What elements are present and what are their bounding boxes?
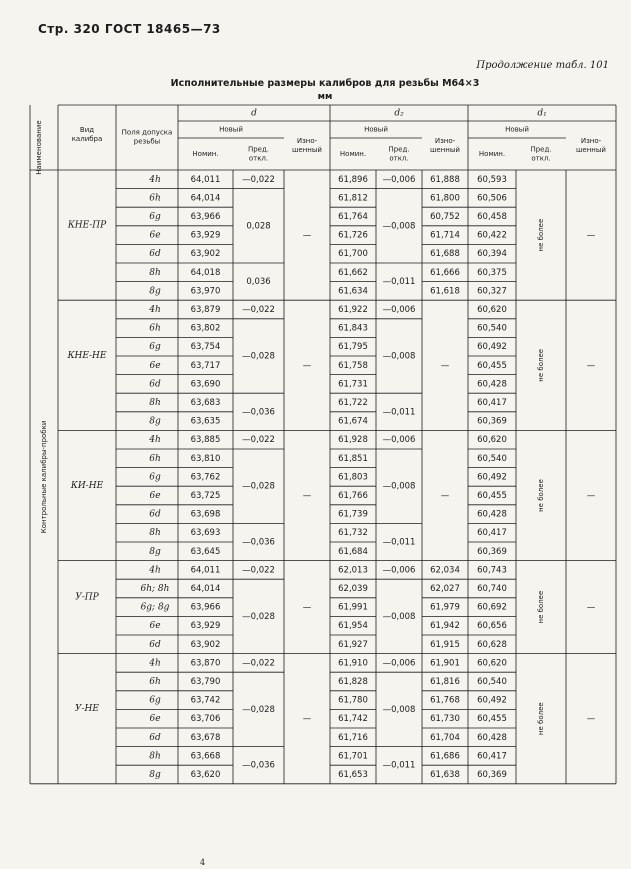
header-izn: шенный: [292, 146, 322, 154]
d2-worn: 61,688: [430, 249, 460, 260]
d2-worn: 61,704: [430, 732, 460, 743]
tolerance-field: 8g: [149, 770, 161, 780]
d2-nomin: 61,662: [338, 267, 368, 278]
d1-nomin: 60,417: [477, 398, 507, 408]
tolerance-field: 6h; 8h: [140, 584, 170, 594]
d2-worn: 61,816: [430, 677, 460, 687]
d1-nomin: 60,540: [477, 677, 507, 687]
d1-nomin: 60,620: [477, 658, 507, 669]
d1-nomin: 60,455: [477, 714, 507, 725]
not-more-label: не более: [537, 348, 545, 382]
d1-nomin: 60,492: [477, 342, 507, 353]
d2-deviation: —0,008: [382, 351, 416, 362]
header-new: Новый: [505, 125, 529, 134]
d-nomin: 63,929: [190, 230, 221, 241]
d-deviation: —0,036: [242, 407, 275, 418]
d-nomin: 63,620: [190, 770, 221, 780]
d2-deviation: —0,008: [382, 611, 416, 622]
d-nomin: 64,014: [190, 193, 221, 204]
d1-nomin: 60,369: [477, 770, 507, 780]
d2-nomin: 61,954: [338, 621, 368, 632]
d-deviation: —0,036: [242, 760, 275, 771]
header-pole: Поля допуска: [121, 128, 173, 137]
vertical-label: Контрольные калибры-пробки: [40, 420, 48, 534]
d-nomin: 63,706: [190, 714, 221, 725]
d2-worn: 62,027: [430, 584, 460, 594]
tolerance-field: 6h: [149, 453, 161, 464]
d2-nomin: 61,851: [338, 453, 368, 464]
d2-deviation: —0,011: [382, 760, 416, 771]
tolerance-field: 8g: [149, 286, 161, 297]
d2-nomin: 61,731: [338, 379, 368, 390]
not-more-label: не более: [537, 702, 545, 736]
d2-nomin: 61,674: [338, 416, 368, 427]
d2-nomin: 61,795: [338, 342, 368, 353]
d2-deviation: —0,011: [382, 277, 416, 288]
table-unit: мм: [317, 92, 333, 102]
d2-nomin: 61,716: [338, 732, 368, 743]
d2-nomin: 61,701: [338, 751, 368, 762]
tolerance-field: 6g: [149, 695, 161, 706]
header-d2: d₂: [394, 108, 404, 119]
d-nomin: 63,879: [190, 305, 221, 315]
gauge-type: КИ-НЕ: [70, 481, 104, 491]
d2-nomin: 61,684: [338, 546, 368, 557]
tolerance-field: 6h: [149, 677, 161, 687]
d-deviation: —0,022: [242, 305, 275, 315]
d1-worn-dash: —: [586, 360, 596, 371]
d2-deviation: —0,008: [382, 221, 416, 232]
d2-nomin: 61,910: [338, 658, 368, 669]
d2-deviation: —0,008: [382, 704, 416, 715]
d-deviation: —0,028: [242, 351, 275, 362]
d2-nomin: 61,726: [338, 230, 368, 241]
d1-nomin: 60,455: [477, 491, 507, 501]
d1-nomin: 60,375: [477, 267, 507, 278]
tolerance-field: 6g; 8g: [140, 602, 170, 613]
header-izn: Изно-: [580, 137, 602, 145]
d-nomin: 63,683: [190, 398, 221, 408]
footer-mark: 4: [200, 858, 206, 867]
d1-nomin: 60,506: [477, 193, 507, 204]
tolerance-field: 6e: [149, 621, 161, 632]
d-deviation: —0,028: [242, 611, 275, 622]
d-deviation: —0,036: [242, 537, 275, 548]
d-worn-dash: —: [302, 714, 312, 725]
d2-nomin: 62,039: [338, 584, 368, 594]
d1-nomin: 60,620: [477, 435, 507, 446]
d2-worn-dash: —: [440, 491, 450, 501]
d1-nomin: 60,327: [477, 286, 507, 297]
d2-worn: 61,888: [430, 174, 460, 185]
d2-worn: 61,714: [430, 230, 460, 241]
d1-nomin: 60,593: [477, 174, 507, 185]
d2-deviation: —0,008: [382, 481, 416, 492]
header-izn: Изно-: [296, 137, 318, 145]
d2-nomin: 61,742: [338, 714, 368, 725]
d1-nomin: 60,620: [477, 305, 507, 315]
tolerance-field: 8g: [149, 546, 161, 557]
d2-worn: 61,686: [430, 751, 460, 762]
not-more-label: не более: [537, 218, 545, 252]
d2-nomin: 61,780: [338, 695, 368, 706]
d2-worn: 62,034: [430, 565, 460, 576]
d-deviation: —0,022: [242, 565, 275, 576]
table-title: Исполнительные размеры калибров для резьбы M64×3: [170, 78, 480, 89]
d-deviation: 0,028: [246, 221, 271, 232]
d2-nomin: 61,991: [338, 602, 368, 613]
d2-deviation: —0,006: [382, 658, 416, 669]
d1-nomin: 60,369: [477, 546, 507, 557]
d2-nomin: 61,803: [338, 472, 368, 483]
d2-deviation: —0,011: [382, 407, 416, 418]
d1-nomin: 60,455: [477, 360, 507, 371]
d-deviation: —0,028: [242, 481, 275, 492]
d-nomin: 63,790: [190, 677, 221, 687]
d2-worn: 61,979: [430, 602, 460, 613]
header-new: Новый: [219, 125, 243, 134]
d2-deviation: —0,006: [382, 435, 416, 446]
tolerance-field: 6d: [149, 732, 161, 743]
header-pred: Пред.: [388, 145, 410, 154]
d1-nomin: 60,428: [477, 379, 507, 390]
d1-nomin: 60,540: [477, 453, 507, 464]
tolerance-field: 6g: [149, 472, 161, 483]
d-nomin: 63,970: [190, 286, 221, 297]
tolerance-field: 6g: [149, 342, 161, 353]
d2-nomin: 61,653: [338, 770, 368, 780]
d-deviation: —0,022: [242, 435, 275, 446]
tolerance-field: 6d: [149, 379, 161, 390]
d-nomin: 63,645: [190, 546, 221, 557]
d1-nomin: 60,458: [477, 212, 507, 222]
header-pred: откл.: [531, 154, 551, 163]
tolerance-field: 4h: [149, 435, 161, 446]
d-nomin: 63,717: [190, 360, 221, 371]
d1-nomin: 60,422: [477, 230, 507, 241]
tolerance-field: 6e: [149, 491, 161, 501]
header-pole: резьбы: [133, 137, 161, 146]
d1-nomin: 60,628: [477, 639, 507, 650]
d2-nomin: 61,758: [338, 360, 368, 371]
d-worn-dash: —: [302, 602, 312, 613]
d2-nomin: 61,764: [338, 212, 368, 222]
d-deviation: —0,022: [242, 174, 275, 185]
d1-nomin: 60,743: [477, 565, 507, 576]
d-nomin: 63,725: [190, 491, 221, 501]
d-nomin: 63,668: [190, 751, 221, 762]
d-nomin: 63,742: [190, 695, 221, 706]
d2-nomin: 61,812: [338, 193, 368, 204]
d2-nomin: 61,843: [338, 323, 368, 334]
d2-worn: 61,638: [430, 770, 460, 780]
d2-worn-dash: —: [440, 360, 450, 371]
d-nomin: 63,693: [190, 528, 221, 539]
d-worn-dash: —: [302, 491, 312, 501]
header-nomin: Номин.: [339, 150, 367, 158]
not-more-label: не более: [537, 479, 545, 512]
gauge-type: КНЕ-ПР: [67, 220, 107, 231]
d1-nomin: 60,369: [477, 416, 507, 427]
d-nomin: 63,690: [190, 379, 221, 390]
d2-worn: 61,666: [430, 267, 460, 278]
tolerance-field: 6g: [149, 212, 161, 222]
d2-worn: 61,942: [430, 621, 460, 632]
tolerance-field: 4h: [149, 565, 161, 576]
tolerance-field: 4h: [149, 174, 161, 185]
d2-worn: 61,915: [430, 639, 460, 650]
d2-nomin: 61,922: [338, 305, 368, 315]
gauge-type: КНЕ-НЕ: [67, 350, 107, 361]
d2-nomin: 61,896: [338, 174, 368, 185]
d-nomin: 63,966: [190, 602, 221, 613]
header-naim: Наименование: [35, 120, 43, 175]
d2-nomin: 61,766: [338, 491, 368, 501]
tolerance-field: 6e: [149, 360, 161, 371]
header-pred: Пред.: [530, 145, 552, 154]
d2-worn: 61,800: [430, 193, 460, 204]
d-nomin: 63,966: [190, 212, 221, 222]
d1-nomin: 60,492: [477, 472, 507, 483]
d2-nomin: 61,927: [338, 639, 368, 650]
header-izn: шенный: [430, 146, 460, 154]
d2-nomin: 62,013: [338, 565, 368, 576]
header-vid: Вид: [79, 126, 95, 134]
d2-worn: 61,730: [430, 714, 460, 725]
header-izn: Изно-: [434, 137, 456, 145]
header-d1: d₁: [537, 108, 547, 119]
tolerance-field: 4h: [149, 658, 161, 669]
tolerance-field: 6e: [149, 714, 161, 725]
d-deviation: 0,036: [246, 277, 271, 288]
header-nomin: Номин.: [478, 150, 506, 158]
d-nomin: 63,870: [190, 658, 221, 669]
header-d: d: [251, 108, 257, 119]
d-deviation: —0,028: [242, 704, 275, 715]
page-header: Стр. 320 ГОСТ 18465—73: [38, 22, 221, 36]
header-pred: откл.: [389, 154, 409, 163]
tolerance-field: 6d: [149, 639, 161, 650]
gauge-type: У-ПР: [75, 592, 99, 603]
tolerance-field: 6e: [149, 230, 161, 241]
d-nomin: 63,635: [190, 416, 221, 427]
d-worn-dash: —: [302, 360, 312, 371]
d2-nomin: 61,700: [338, 249, 368, 260]
d-nomin: 64,018: [190, 267, 221, 278]
d2-worn: 61,768: [430, 695, 460, 706]
tolerance-field: 8h: [149, 267, 161, 278]
d1-worn-dash: —: [586, 714, 596, 725]
header-nomin: Номин.: [192, 150, 219, 158]
d2-deviation: —0,006: [382, 174, 416, 185]
not-more-label: не более: [537, 590, 545, 624]
header-izn: шенный: [576, 146, 606, 154]
d-nomin: 63,698: [190, 509, 221, 520]
tolerance-field: 8h: [149, 528, 161, 539]
header-new: Новый: [364, 125, 388, 134]
tolerance-field: 6h: [149, 323, 161, 334]
d2-nomin: 61,732: [338, 528, 368, 539]
d1-nomin: 60,394: [477, 249, 507, 260]
tolerance-field: 4h: [149, 305, 161, 315]
d2-nomin: 61,828: [338, 677, 368, 687]
header-pred: откл.: [248, 154, 269, 163]
d1-nomin: 60,692: [477, 602, 507, 613]
d-nomin: 63,810: [190, 453, 221, 464]
d-nomin: 63,929: [190, 621, 221, 632]
d2-deviation: —0,006: [382, 565, 416, 576]
tolerance-field: 6d: [149, 509, 161, 520]
d-nomin: 63,902: [190, 249, 221, 260]
tolerance-field: 8g: [149, 416, 161, 427]
d1-nomin: 60,428: [477, 509, 507, 520]
d1-nomin: 60,492: [477, 695, 507, 706]
tolerance-field: 6h: [149, 193, 161, 204]
d1-nomin: 60,540: [477, 323, 507, 334]
d-nomin: 63,802: [190, 323, 221, 334]
d-nomin: 64,011: [190, 565, 221, 576]
d2-deviation: —0,011: [382, 537, 416, 548]
d1-nomin: 60,417: [477, 751, 507, 762]
header-vid: калибра: [71, 135, 103, 143]
d-worn-dash: —: [302, 230, 312, 241]
d-deviation: —0,022: [242, 658, 275, 669]
d-nomin: 63,762: [190, 472, 221, 483]
continuation-note: Продолжение табл. 101: [476, 60, 609, 71]
tolerance-field: 6d: [149, 249, 161, 260]
d2-deviation: —0,006: [382, 305, 416, 315]
d1-nomin: 60,740: [477, 584, 507, 594]
d-nomin: 63,754: [190, 342, 221, 353]
d2-worn: 60,752: [430, 212, 460, 222]
d2-worn: 61,901: [430, 658, 460, 669]
d2-worn: 61,618: [430, 286, 460, 297]
d-nomin: 63,678: [190, 732, 221, 743]
d-nomin: 64,011: [190, 174, 221, 185]
d1-nomin: 60,417: [477, 528, 507, 539]
d1-worn-dash: —: [586, 491, 596, 501]
d2-nomin: 61,634: [338, 286, 368, 297]
gauge-type: У-НЕ: [75, 704, 99, 715]
d2-nomin: 61,928: [338, 435, 368, 446]
d-nomin: 63,902: [190, 639, 221, 650]
header-pred: Пред.: [247, 145, 270, 154]
d-nomin: 63,885: [190, 435, 221, 446]
tolerance-field: 8h: [149, 751, 161, 762]
d1-nomin: 60,656: [477, 621, 507, 632]
d2-nomin: 61,739: [338, 509, 368, 520]
tolerance-field: 8h: [149, 398, 161, 408]
d1-nomin: 60,428: [477, 732, 507, 743]
d1-worn-dash: —: [586, 230, 596, 241]
d1-worn-dash: —: [586, 602, 596, 613]
d-nomin: 64,014: [190, 584, 221, 594]
d2-nomin: 61,722: [338, 398, 368, 408]
